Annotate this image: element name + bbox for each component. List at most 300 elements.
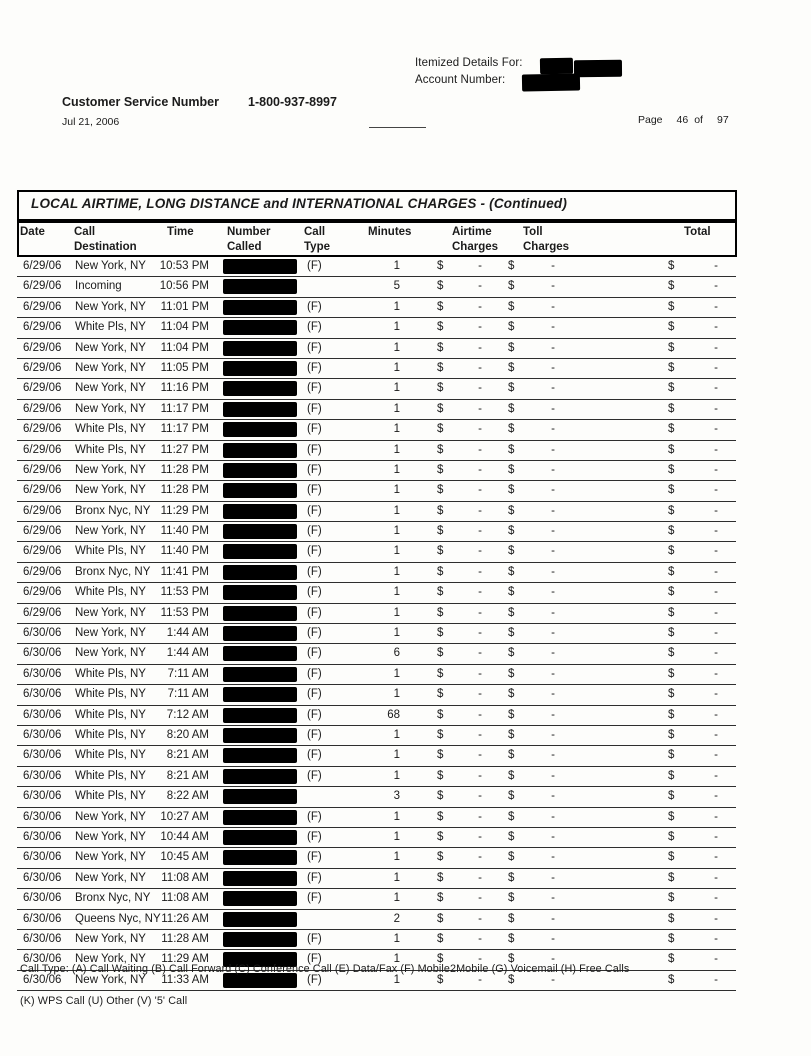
airtime-currency-symbol: $ <box>437 749 444 762</box>
toll-currency-symbol: $ <box>508 830 515 843</box>
total-currency-symbol: $ <box>668 953 675 966</box>
redacted-phone-number-bar <box>223 687 297 702</box>
redacted-phone-number-bar <box>223 361 297 376</box>
call-time: 11:53 PM <box>160 606 209 619</box>
call-minutes: 1 <box>393 321 400 334</box>
call-table-row <box>17 889 736 909</box>
call-type-code: (F) <box>307 321 322 334</box>
redacted-phone-number-bar <box>223 483 297 498</box>
call-destination: New York, NY <box>75 973 146 986</box>
call-type-code: (F) <box>307 830 322 843</box>
col-header-total: Total <box>684 226 711 238</box>
toll-amount: - <box>551 871 555 884</box>
total-currency-symbol: $ <box>668 769 675 782</box>
redacted-name-bar-1 <box>540 58 573 75</box>
toll-amount: - <box>551 728 555 741</box>
total-amount: - <box>714 810 718 823</box>
toll-amount: - <box>551 463 555 476</box>
airtime-currency-symbol: $ <box>437 341 444 354</box>
airtime-currency-symbol: $ <box>437 606 444 619</box>
toll-currency-symbol: $ <box>508 810 515 823</box>
call-date: 6/29/06 <box>23 484 62 497</box>
toll-amount: - <box>551 545 555 558</box>
call-destination: New York, NY <box>75 463 146 476</box>
call-destination: New York, NY <box>75 402 146 415</box>
call-table-row <box>17 869 736 889</box>
call-time: 10:27 AM <box>160 810 209 823</box>
call-minutes: 6 <box>393 647 400 660</box>
toll-amount: - <box>551 361 555 374</box>
call-type-code: (F) <box>307 606 322 619</box>
total-currency-symbol: $ <box>668 749 675 762</box>
total-amount: - <box>714 361 718 374</box>
call-minutes: 5 <box>393 280 400 293</box>
call-destination: White Pls, NY <box>75 790 146 803</box>
call-type-code: (F) <box>307 565 322 578</box>
scan-artifact-line <box>369 127 426 128</box>
call-destination: New York, NY <box>75 627 146 640</box>
toll-amount: - <box>551 830 555 843</box>
call-date: 6/30/06 <box>23 769 62 782</box>
call-date: 6/30/06 <box>23 973 62 986</box>
call-destination: New York, NY <box>75 606 146 619</box>
total-amount: - <box>714 790 718 803</box>
airtime-amount: - <box>478 525 482 538</box>
airtime-amount: - <box>478 443 482 456</box>
total-currency-symbol: $ <box>668 851 675 864</box>
call-date: 6/30/06 <box>23 953 62 966</box>
redacted-phone-number-bar <box>223 524 297 539</box>
call-type-code: (F) <box>307 647 322 660</box>
total-amount: - <box>714 708 718 721</box>
call-type-code: (F) <box>307 892 322 905</box>
call-table-row <box>17 685 736 705</box>
call-minutes: 68 <box>387 708 400 721</box>
toll-currency-symbol: $ <box>508 790 515 803</box>
redacted-phone-number-bar <box>223 769 297 784</box>
call-date: 6/30/06 <box>23 749 62 762</box>
call-type-code: (F) <box>307 627 322 640</box>
call-minutes: 1 <box>393 851 400 864</box>
call-date: 6/29/06 <box>23 586 62 599</box>
airtime-amount: - <box>478 667 482 680</box>
toll-amount: - <box>551 423 555 436</box>
call-table-row <box>17 665 736 685</box>
total-amount: - <box>714 260 718 272</box>
call-minutes: 1 <box>393 932 400 945</box>
col-header-minutes: Minutes <box>368 226 412 238</box>
total-currency-symbol: $ <box>668 912 675 925</box>
call-minutes: 1 <box>393 830 400 843</box>
total-currency-symbol: $ <box>668 300 675 313</box>
call-date: 6/30/06 <box>23 912 62 925</box>
call-destination: White Pls, NY <box>75 728 146 741</box>
call-type-code: (F) <box>307 484 322 497</box>
call-time: 11:08 AM <box>161 871 209 884</box>
airtime-amount: - <box>478 973 482 986</box>
call-type-code: (F) <box>307 443 322 456</box>
call-date: 6/29/06 <box>23 606 62 619</box>
call-destination: New York, NY <box>75 953 146 966</box>
toll-amount: - <box>551 586 555 599</box>
call-table-row <box>17 257 736 277</box>
call-destination: New York, NY <box>75 647 146 660</box>
airtime-amount: - <box>478 545 482 558</box>
total-currency-symbol: $ <box>668 973 675 986</box>
call-minutes: 1 <box>393 973 400 986</box>
airtime-amount: - <box>478 749 482 762</box>
redacted-name-bar-2 <box>574 60 622 77</box>
airtime-amount: - <box>478 300 482 313</box>
customer-service-label: Customer Service Number <box>62 95 220 109</box>
redacted-phone-number-bar <box>223 810 297 825</box>
redacted-phone-number-bar <box>223 912 297 927</box>
call-date: 6/29/06 <box>23 423 62 436</box>
call-type-code: (F) <box>307 361 322 374</box>
toll-currency-symbol: $ <box>508 280 515 293</box>
call-table-row <box>17 746 736 766</box>
call-minutes: 1 <box>393 443 400 456</box>
toll-currency-symbol: $ <box>508 892 515 905</box>
toll-currency-symbol: $ <box>508 728 515 741</box>
call-time: 11:04 PM <box>160 341 209 354</box>
redacted-phone-number-bar <box>223 381 297 396</box>
call-destination: White Pls, NY <box>75 749 146 762</box>
call-date: 6/30/06 <box>23 708 62 721</box>
col-header-toll-charges: Toll Charges <box>523 226 570 253</box>
total-amount: - <box>714 545 718 558</box>
airtime-currency-symbol: $ <box>437 565 444 578</box>
toll-amount: - <box>551 932 555 945</box>
call-time: 10:45 AM <box>160 851 209 864</box>
call-date: 6/29/06 <box>23 545 62 558</box>
call-minutes: 1 <box>393 565 400 578</box>
redacted-phone-number-bar <box>223 320 297 335</box>
toll-currency-symbol: $ <box>508 300 515 313</box>
airtime-currency-symbol: $ <box>437 973 444 986</box>
call-minutes: 1 <box>393 728 400 741</box>
total-amount: - <box>714 749 718 762</box>
total-amount: - <box>714 973 718 986</box>
call-type-code: (F) <box>307 769 322 782</box>
total-amount: - <box>714 484 718 497</box>
call-minutes: 1 <box>393 382 400 395</box>
call-date: 6/29/06 <box>23 382 62 395</box>
call-date: 6/30/06 <box>23 851 62 864</box>
account-number-label: Account Number: <box>415 74 506 86</box>
airtime-currency-symbol: $ <box>437 892 444 905</box>
total-currency-symbol: $ <box>668 708 675 721</box>
total-amount: - <box>714 953 718 966</box>
call-date: 6/30/06 <box>23 728 62 741</box>
airtime-amount: - <box>478 769 482 782</box>
toll-currency-symbol: $ <box>508 443 515 456</box>
total-amount: - <box>714 402 718 415</box>
call-time: 11:05 PM <box>160 361 209 374</box>
call-minutes: 1 <box>393 463 400 476</box>
call-type-legend-line2: (K) WPS Call (U) Other (V) '5' Call <box>20 995 188 1007</box>
call-time: 10:53 PM <box>159 260 209 272</box>
toll-currency-symbol: $ <box>508 484 515 497</box>
toll-amount: - <box>551 627 555 640</box>
total-currency-symbol: $ <box>668 260 675 272</box>
toll-amount: - <box>551 647 555 660</box>
call-type-code: (F) <box>307 728 322 741</box>
toll-currency-symbol: $ <box>508 871 515 884</box>
call-minutes: 1 <box>393 484 400 497</box>
toll-currency-symbol: $ <box>508 912 515 925</box>
toll-amount: - <box>551 341 555 354</box>
airtime-currency-symbol: $ <box>437 953 444 966</box>
toll-currency-symbol: $ <box>508 341 515 354</box>
airtime-currency-symbol: $ <box>437 463 444 476</box>
total-currency-symbol: $ <box>668 484 675 497</box>
call-minutes: 1 <box>393 300 400 313</box>
call-type-code: (F) <box>307 341 322 354</box>
table-title: LOCAL AIRTIME, LONG DISTANCE and INTERNATIONAL CHARGES - (Continued) <box>31 196 568 211</box>
call-table-row <box>17 583 736 603</box>
toll-amount: - <box>551 973 555 986</box>
toll-amount: - <box>551 606 555 619</box>
redacted-phone-number-bar <box>223 748 297 763</box>
toll-currency-symbol: $ <box>508 606 515 619</box>
redacted-phone-number-bar <box>223 646 297 661</box>
total-amount: - <box>714 341 718 354</box>
customer-service-number: 1-800-937-8997 <box>248 95 337 109</box>
call-type-code: (F) <box>307 749 322 762</box>
toll-currency-symbol: $ <box>508 463 515 476</box>
call-date: 6/29/06 <box>23 565 62 578</box>
toll-currency-symbol: $ <box>508 973 515 986</box>
call-destination: Bronx Nyc, NY <box>75 504 151 517</box>
call-destination: New York, NY <box>75 830 146 843</box>
call-time: 7:11 AM <box>167 667 209 680</box>
toll-currency-symbol: $ <box>508 667 515 680</box>
airtime-currency-symbol: $ <box>437 708 444 721</box>
toll-amount: - <box>551 892 555 905</box>
call-table-row <box>17 828 736 848</box>
total-amount: - <box>714 321 718 334</box>
call-type-code: (F) <box>307 871 322 884</box>
call-date: 6/30/06 <box>23 647 62 660</box>
call-destination: Bronx Nyc, NY <box>75 892 151 905</box>
call-table-row <box>17 644 736 664</box>
call-date: 6/30/06 <box>23 932 62 945</box>
toll-currency-symbol: $ <box>508 321 515 334</box>
airtime-currency-symbol: $ <box>437 260 444 272</box>
call-date: 6/30/06 <box>23 830 62 843</box>
total-currency-symbol: $ <box>668 932 675 945</box>
toll-amount: - <box>551 382 555 395</box>
call-table-row <box>17 848 736 868</box>
call-minutes: 1 <box>393 361 400 374</box>
airtime-currency-symbol: $ <box>437 300 444 313</box>
redacted-phone-number-bar <box>223 565 297 580</box>
toll-amount: - <box>551 667 555 680</box>
col-header-time: Time <box>167 226 194 238</box>
call-table-row <box>17 624 736 644</box>
toll-amount: - <box>551 402 555 415</box>
total-currency-symbol: $ <box>668 586 675 599</box>
total-currency-symbol: $ <box>668 361 675 374</box>
call-table-row <box>17 930 736 950</box>
total-currency-symbol: $ <box>668 504 675 517</box>
airtime-amount: - <box>478 586 482 599</box>
airtime-amount: - <box>478 260 482 272</box>
call-date: 6/29/06 <box>23 280 62 293</box>
total-amount: - <box>714 851 718 864</box>
total-currency-symbol: $ <box>668 728 675 741</box>
airtime-currency-symbol: $ <box>437 525 444 538</box>
call-type-code: (F) <box>307 382 322 395</box>
airtime-amount: - <box>478 463 482 476</box>
redacted-phone-number-bar <box>223 585 297 600</box>
call-table-row <box>17 542 736 562</box>
total-currency-symbol: $ <box>668 688 675 701</box>
toll-currency-symbol: $ <box>508 749 515 762</box>
toll-currency-symbol: $ <box>508 647 515 660</box>
total-currency-symbol: $ <box>668 606 675 619</box>
toll-currency-symbol: $ <box>508 504 515 517</box>
col-header-date: Date <box>20 226 45 238</box>
call-type-code: (F) <box>307 463 322 476</box>
call-type-code: (F) <box>307 423 322 436</box>
call-date: 6/30/06 <box>23 627 62 640</box>
redacted-phone-number-bar <box>223 443 297 458</box>
itemized-details-label: Itemized Details For: <box>415 57 523 69</box>
redacted-phone-number-bar <box>223 850 297 865</box>
call-time: 11:08 AM <box>161 892 209 905</box>
call-minutes: 1 <box>393 545 400 558</box>
call-type-legend-line1: Call Type: (A) Call Waiting (B) Call Forward (C) Conference Call (E) Data/Fax (F) Mobile2Mobile (G) Voicemail (H) Free Calls <box>20 963 630 975</box>
total-amount: - <box>714 565 718 578</box>
call-destination: New York, NY <box>75 871 146 884</box>
airtime-amount: - <box>478 606 482 619</box>
call-table-row <box>17 441 736 461</box>
page-of-label: of <box>694 114 703 126</box>
airtime-currency-symbol: $ <box>437 361 444 374</box>
toll-currency-symbol: $ <box>508 382 515 395</box>
call-time: 11:41 PM <box>160 565 209 578</box>
airtime-amount: - <box>478 504 482 517</box>
call-date: 6/30/06 <box>23 892 62 905</box>
toll-currency-symbol: $ <box>508 565 515 578</box>
redacted-phone-number-bar <box>223 932 297 947</box>
airtime-amount: - <box>478 892 482 905</box>
call-table-row <box>17 339 736 359</box>
call-table-row <box>17 298 736 318</box>
total-currency-symbol: $ <box>668 545 675 558</box>
call-minutes: 2 <box>393 912 400 925</box>
pagination <box>638 114 729 126</box>
airtime-amount: - <box>478 790 482 803</box>
page-total: 97 <box>716 114 729 126</box>
redacted-phone-number-bar <box>223 830 297 845</box>
call-minutes: 1 <box>393 749 400 762</box>
call-table-row <box>17 767 736 787</box>
toll-amount: - <box>551 321 555 334</box>
call-table-row <box>17 420 736 440</box>
total-currency-symbol: $ <box>668 525 675 538</box>
total-currency-symbol: $ <box>668 463 675 476</box>
airtime-currency-symbol: $ <box>437 423 444 436</box>
call-destination: White Pls, NY <box>75 688 146 701</box>
call-minutes: 1 <box>393 871 400 884</box>
call-destination: New York, NY <box>75 341 146 354</box>
total-currency-symbol: $ <box>668 321 675 334</box>
total-amount: - <box>714 463 718 476</box>
airtime-amount: - <box>478 830 482 843</box>
call-table-row <box>17 706 736 726</box>
call-date: 6/29/06 <box>23 300 62 313</box>
col-header-airtime-charges: Airtime Charges <box>452 226 499 253</box>
airtime-amount: - <box>478 728 482 741</box>
airtime-amount: - <box>478 627 482 640</box>
call-minutes: 1 <box>393 586 400 599</box>
toll-currency-symbol: $ <box>508 688 515 701</box>
airtime-currency-symbol: $ <box>437 484 444 497</box>
call-type-code: (F) <box>307 586 322 599</box>
call-time: 11:28 PM <box>160 484 209 497</box>
redacted-phone-number-bar <box>223 422 297 437</box>
call-destination: New York, NY <box>75 361 146 374</box>
airtime-amount: - <box>478 647 482 660</box>
toll-currency-symbol: $ <box>508 545 515 558</box>
toll-currency-symbol: $ <box>508 586 515 599</box>
total-amount: - <box>714 871 718 884</box>
airtime-currency-symbol: $ <box>437 321 444 334</box>
call-type-code: (F) <box>307 953 322 966</box>
call-time: 8:21 AM <box>166 769 209 782</box>
toll-amount: - <box>551 504 555 517</box>
call-table-body <box>17 257 736 991</box>
call-date: 6/30/06 <box>23 688 62 701</box>
toll-currency-symbol: $ <box>508 525 515 538</box>
call-time: 11:01 PM <box>160 300 209 313</box>
call-date: 6/29/06 <box>23 341 62 354</box>
page-number: 46 <box>676 114 689 126</box>
airtime-currency-symbol: $ <box>437 504 444 517</box>
call-table-row <box>17 563 736 583</box>
call-table-row <box>17 481 736 501</box>
call-minutes: 1 <box>393 260 400 272</box>
call-time: 8:20 AM <box>166 728 209 741</box>
call-type-code: (F) <box>307 851 322 864</box>
call-time: 11:28 PM <box>160 463 209 476</box>
total-amount: - <box>714 647 718 660</box>
toll-amount: - <box>551 443 555 456</box>
toll-amount: - <box>551 484 555 497</box>
call-time: 7:12 AM <box>166 708 209 721</box>
call-type-code: (F) <box>307 504 322 517</box>
airtime-currency-symbol: $ <box>437 728 444 741</box>
call-type-code: (F) <box>307 260 322 272</box>
call-time: 11:17 PM <box>160 402 209 415</box>
total-currency-symbol: $ <box>668 647 675 660</box>
total-currency-symbol: $ <box>668 402 675 415</box>
total-amount: - <box>714 443 718 456</box>
airtime-amount: - <box>478 871 482 884</box>
toll-currency-symbol: $ <box>508 851 515 864</box>
call-destination: New York, NY <box>75 810 146 823</box>
col-header-destination: Call Destination <box>74 226 137 253</box>
airtime-currency-symbol: $ <box>437 790 444 803</box>
call-destination: White Pls, NY <box>75 586 146 599</box>
call-table-row <box>17 726 736 746</box>
call-date: 6/29/06 <box>23 443 62 456</box>
airtime-amount: - <box>478 402 482 415</box>
call-date: 6/29/06 <box>23 321 62 334</box>
